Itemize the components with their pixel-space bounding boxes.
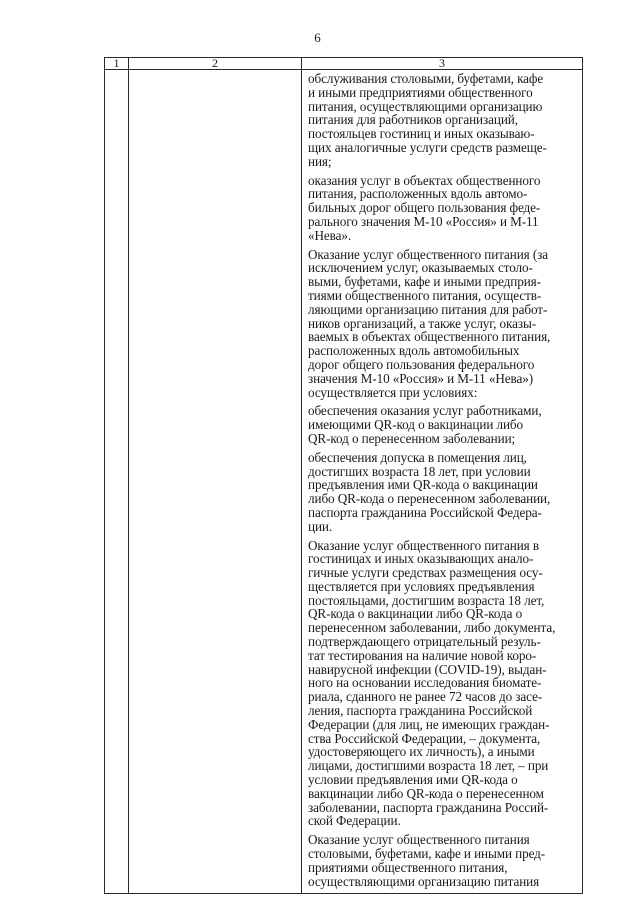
- text-column: [308, 72, 580, 888]
- text-line: ской Федерации.: [308, 813, 401, 829]
- text-line: постояльцами, достигшим возраста 18 лет,: [308, 592, 545, 608]
- paragraph: [308, 833, 580, 888]
- text-line: выми, буфетами, кафе и иными предприя-: [308, 274, 541, 290]
- text-line: Федерации (для лиц, не имеющих граждан-: [308, 716, 550, 732]
- text-line: лицами, достигшими возраста 18 лет, – при: [308, 758, 549, 774]
- document-table: [104, 57, 583, 894]
- text-line: Оказание услуг общественного питания (за: [308, 246, 549, 262]
- text-line: обеспечения допуска в помещения лиц,: [308, 449, 527, 465]
- paragraph: [308, 248, 580, 400]
- text-line: оказания услуг в объектах общественного: [308, 172, 541, 188]
- text-line: ников организаций, а также услуг, оказы-: [308, 315, 537, 331]
- text-line: либо QR-кода о перенесенном заболевании,: [308, 491, 551, 507]
- text-line: расположенных вдоль автомобильных: [308, 343, 520, 359]
- table-cell-col2: [129, 70, 302, 894]
- text-line: навирусной инфекции (COVID-19), выдан-: [308, 661, 547, 677]
- text-line: ния;: [308, 153, 332, 169]
- paragraph: [308, 174, 580, 243]
- column-header-3: 3: [302, 58, 583, 70]
- text-line: ляющими организацию питания для работ-: [308, 301, 548, 317]
- text-line: имеющими QR-код о вакцинации либо: [308, 417, 524, 433]
- text-line: Оказание услуг общественного питания в: [308, 537, 539, 553]
- text-line: осуществляющими организацию питания: [308, 873, 540, 889]
- text-line: ства Российской Федерации, – документа,: [308, 730, 541, 746]
- text-line: тиями общественного питания, осуществ-: [308, 287, 542, 303]
- text-line: обслуживания столовыми, буфетами, кафе: [308, 71, 544, 86]
- table-header-row: [105, 58, 583, 70]
- paragraph: [308, 72, 580, 169]
- text-line: гостиницах и иных оказывающих анало-: [308, 551, 534, 567]
- text-line: ваемых в объектах общественного питания,: [308, 329, 551, 345]
- page-number: 6: [314, 30, 321, 45]
- paragraph: [308, 539, 580, 829]
- paragraph: [308, 451, 580, 534]
- text-line: подтверждающего отрицательный резуль-: [308, 634, 541, 650]
- text-line: постояльцев гостиниц и иных оказываю-: [308, 126, 535, 142]
- text-line: осуществляется при условиях:: [308, 384, 478, 400]
- text-line: и иными предприятиями общественного: [308, 84, 533, 100]
- text-line: QR-кода о вакцинации либо QR-кода о: [308, 606, 523, 622]
- text-line: перенесенном заболевании, либо документа,: [308, 620, 556, 636]
- text-line: питания для работников организаций,: [308, 112, 518, 128]
- column-header-2: 2: [129, 58, 302, 70]
- text-line: риала, сданного не ранее 72 часов до засе-: [308, 689, 543, 705]
- text-line: паспорта гражданина Российской Федера-: [308, 504, 542, 520]
- column-header-1: 1: [105, 58, 129, 70]
- text-line: ществляется при условиях предъявления: [308, 578, 535, 594]
- text-line: столовыми, буфетами, кафе и иными пред-: [308, 846, 546, 862]
- text-line: «Нева».: [308, 227, 352, 243]
- text-line: удостоверяющего их личность), а иными: [308, 744, 535, 760]
- text-line: питания, осуществляющими организацию: [308, 98, 543, 114]
- text-line: ления, паспорта гражданина Российской: [308, 703, 533, 719]
- text-line: щих аналогичные услуги средств размеще-: [308, 139, 547, 155]
- text-line: дорог общего пользования федерального: [308, 356, 535, 372]
- text-line: рального значения М-10 «Россия» и М-11: [308, 213, 539, 229]
- text-line: обеспечения оказания услуг работниками,: [308, 403, 542, 419]
- text-line: тат тестирования на наличие новой коро-: [308, 647, 537, 663]
- text-line: Оказание услуг общественного питания: [308, 832, 530, 848]
- text-line: значения М-10 «Россия» и М-11 «Нева»): [308, 370, 534, 386]
- text-line: ного на основании исследования биомате-: [308, 675, 542, 691]
- text-line: бильных дорог общего пользования феде-: [308, 200, 541, 216]
- table-row: [105, 70, 583, 894]
- text-line: условии предъявления ими QR-кода о: [308, 772, 518, 788]
- text-line: заболевании, паспорта гражданина Россий-: [308, 799, 549, 815]
- table-cell-col3: [302, 70, 583, 894]
- paragraph: [308, 404, 580, 445]
- text-line: гичные услуги средствах размещения осу-: [308, 565, 543, 581]
- text-line: приятиями общественного питания,: [308, 859, 508, 875]
- text-line: питания, расположенных вдоль автомо-: [308, 186, 528, 202]
- text-line: предъявления ими QR-кода о вакцинации: [308, 477, 538, 493]
- text-line: QR-код о перенесенном заболевании;: [308, 430, 516, 446]
- text-line: ции.: [308, 518, 333, 534]
- text-line: исключением услуг, оказываемых столо-: [308, 260, 533, 276]
- text-line: достигших возраста 18 лет, при условии: [308, 463, 531, 479]
- text-line: вакцинации либо QR-кода о перенесенном: [308, 785, 544, 801]
- table-cell-col1: [105, 70, 129, 894]
